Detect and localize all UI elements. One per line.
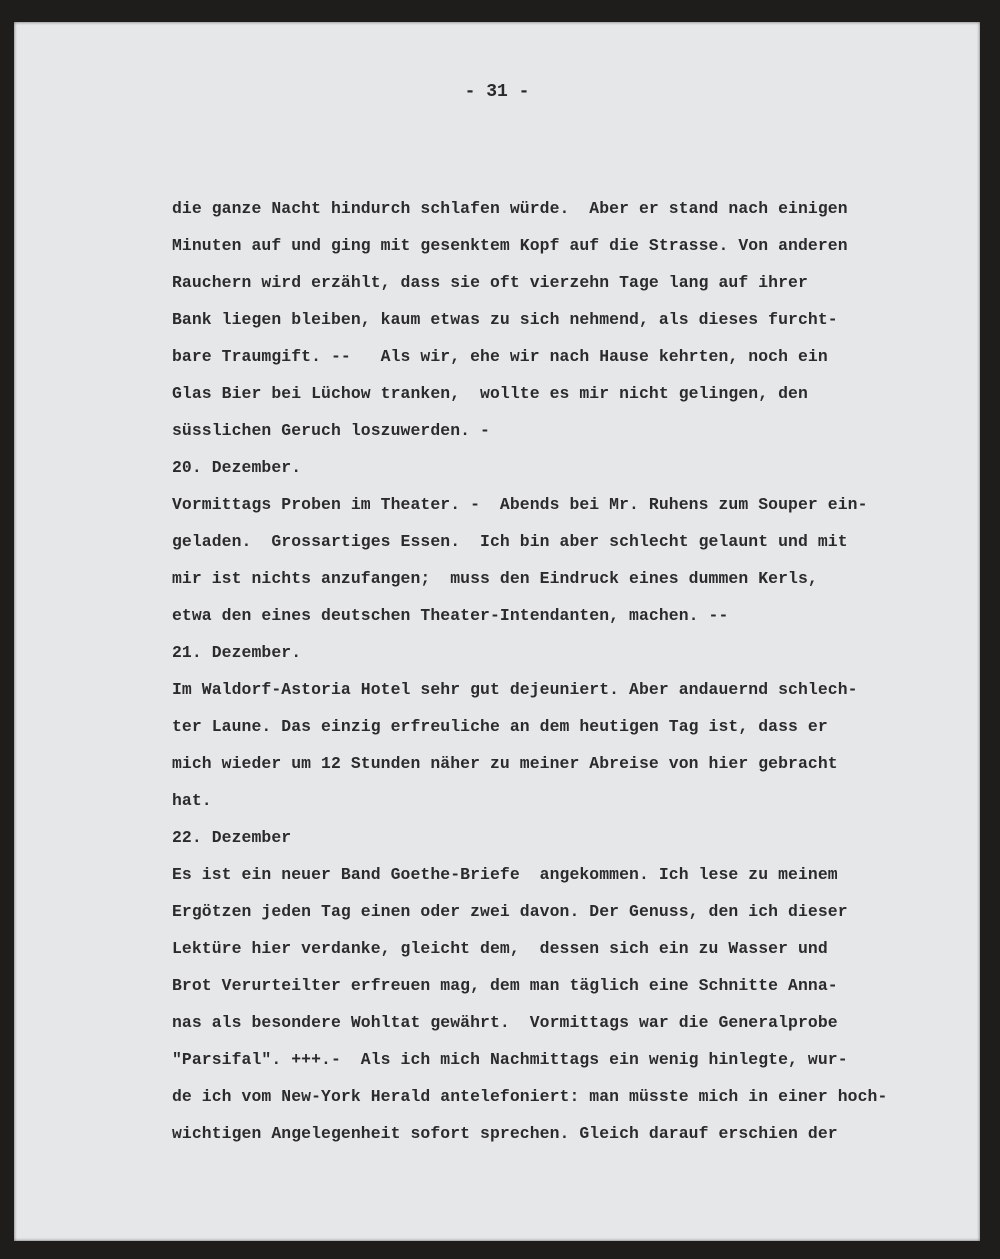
text-line: etwa den eines deutschen Theater-Intendanten, machen. -- xyxy=(172,606,729,625)
text-line: wichtigen Angelegenheit sofort sprechen. Gleich darauf erschien der xyxy=(172,1124,838,1143)
text-line: "Parsifal". +++.- Als ich mich Nachmittags ein wenig hinlegte, wur- xyxy=(172,1050,848,1069)
text-line: mir ist nichts anzufangen; muss den Eindruck eines dummen Kerls, xyxy=(172,569,818,588)
text-line: de ich vom New-York Herald antelefoniert: man müsste mich in einer hoch- xyxy=(172,1087,888,1106)
text-line: Glas Bier bei Lüchow tranken, wollte es mir nicht gelingen, den xyxy=(172,384,808,403)
text-line: die ganze Nacht hindurch schlafen würde. Aber er stand nach einigen xyxy=(172,199,848,218)
text-line: süsslichen Geruch loszuwerden. - xyxy=(172,421,490,440)
body-text xyxy=(172,190,972,1152)
text-line: Im Waldorf-Astoria Hotel sehr gut dejeuniert. Aber andauernd schlech- xyxy=(172,680,858,699)
text-line: Es ist ein neuer Band Goethe-Briefe angekommen. Ich lese zu meinem xyxy=(172,865,838,884)
text-line: Lektüre hier verdanke, gleicht dem, dessen sich ein zu Wasser und xyxy=(172,939,828,958)
text-line: Bank liegen bleiben, kaum etwas zu sich nehmend, als dieses furcht- xyxy=(172,310,838,329)
text-line: nas als besondere Wohltat gewährt. Vormittags war die Generalprobe xyxy=(172,1013,838,1032)
text-line: Ergötzen jeden Tag einen oder zwei davon. Der Genuss, den ich dieser xyxy=(172,902,848,921)
text-line: ter Laune. Das einzig erfreuliche an dem heutigen Tag ist, dass er xyxy=(172,717,828,736)
text-line: Brot Verurteilter erfreuen mag, dem man täglich eine Schnitte Anna- xyxy=(172,976,838,995)
page-number: - 31 - xyxy=(464,82,530,102)
date-heading: 21. Dezember. xyxy=(172,643,302,662)
date-heading: 22. Dezember xyxy=(172,828,292,847)
typewritten-page xyxy=(14,22,980,1241)
text-line: mich wieder um 12 Stunden näher zu meiner Abreise von hier gebracht xyxy=(172,754,838,773)
date-heading: 20. Dezember. xyxy=(172,458,302,477)
text-line: hat. xyxy=(172,791,212,810)
text-line: bare Traumgift. -- Als wir, ehe wir nach Hause kehrten, noch ein xyxy=(172,347,828,366)
text-line: geladen. Grossartiges Essen. Ich bin aber schlecht gelaunt und mit xyxy=(172,532,848,551)
text-line: Rauchern wird erzählt, dass sie oft vierzehn Tage lang auf ihrer xyxy=(172,273,808,292)
text-line: Vormittags Proben im Theater. - Abends bei Mr. Ruhens zum Souper ein- xyxy=(172,495,868,514)
text-line: Minuten auf und ging mit gesenktem Kopf auf die Strasse. Von anderen xyxy=(172,236,848,255)
